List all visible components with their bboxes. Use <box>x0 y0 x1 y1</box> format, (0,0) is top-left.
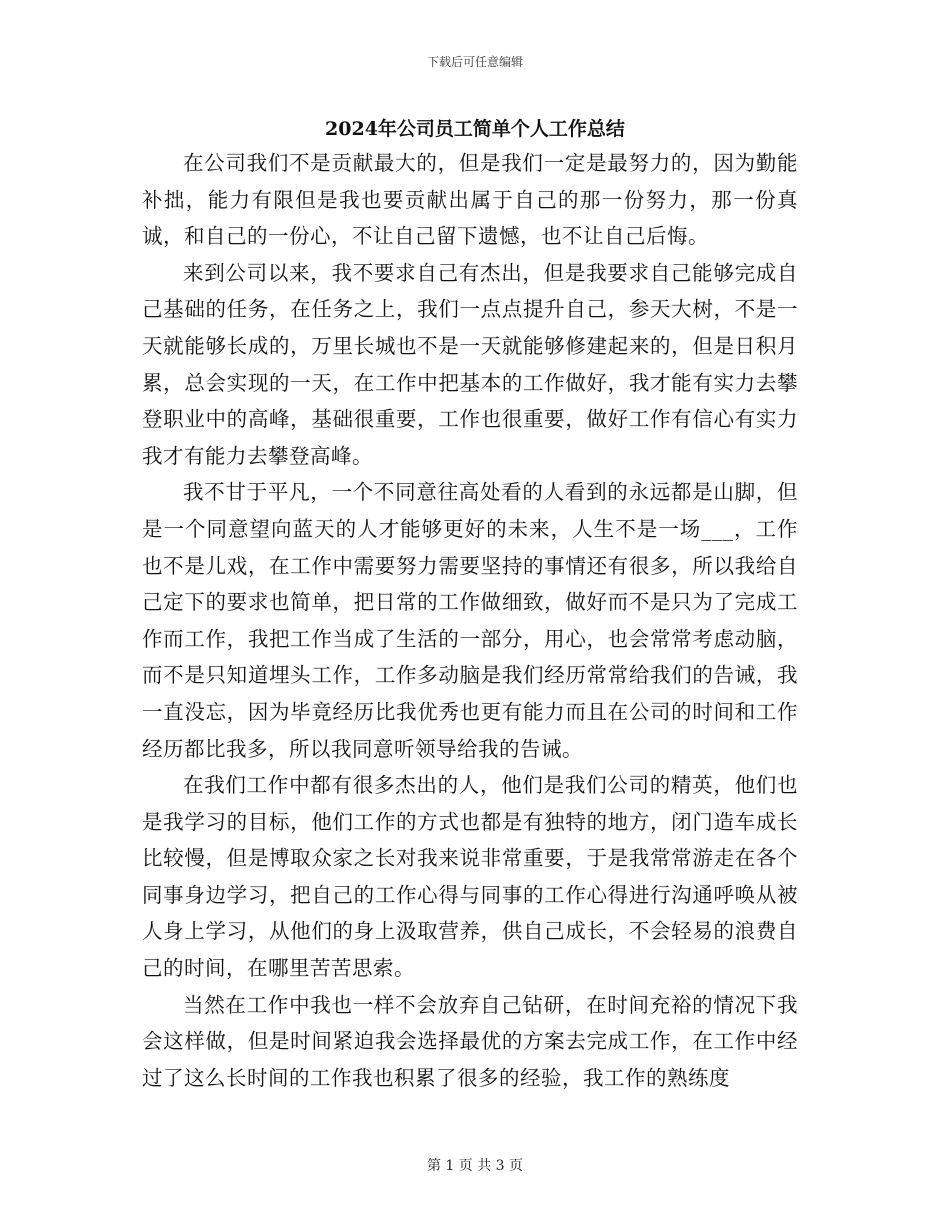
paragraph: 当然在工作中我也一样不会放弃自己钻研，在时间充裕的情况下我会这样做，但是时间紧迫我会选择最优的方案去完成工作，在工作中经过了这么长时间的工作我也积累了很多的经验，我工作的熟练度 <box>142 992 798 1090</box>
document-title: 2024年公司员工简单个人工作总结 <box>325 118 625 140</box>
page-header-note: 下载后可任意编辑 <box>426 55 523 69</box>
page-number-footer: 第 1 页 共 3 页 <box>426 1158 524 1174</box>
paragraph: 在我们工作中都有很多杰出的人，他们是我们公司的精英，他们也是我学习的目标，他们工作的方式也都是有独特的地方，闭门造车成长比较慢，但是博取众家之长对我来说非常重要，于是我常常游走在各个同事身边学习，把自己的工作心得与同事的工作心得进行沟通呼唤从被人身上学习，从他们的身上汲取营养，供自己成长，不会轻易的浪费自己的时间，在哪里苦苦思索。 <box>142 773 798 981</box>
paragraph: 来到公司以来，我不要求自己有杰出，但是我要求自己能够完成自己基础的任务，在任务之上，我们一点点提升自己，参天大树，不是一天就能够长成的，万里长城也不是一天就能够修建起来的，但是日积月累，总会实现的一天，在工作中把基本的工作做好，我才能有实力去攀登职业中的高峰，基础很重要，工作也很重要，做好工作有信心有实力我才有能力去攀登高峰。 <box>142 260 798 468</box>
document-body <box>142 145 798 1096</box>
paragraph: 在公司我们不是贡献最大的，但是我们一定是最努力的，因为勤能补拙，能力有限但是我也要贡献出属于自己的那一份努力，那一份真诚，和自己的一份心，不让自己留下遗憾，也不让自己后悔。 <box>142 151 798 249</box>
paragraph: 我不甘于平凡，一个不同意往高处看的人看到的永远都是山脚，但是一个同意望向蓝天的人才能够更好的未来，人生不是一场___，工作也不是儿戏，在工作中需要努力需要坚持的事情还有很多，所以我给自己定下的要求也简单，把日常的工作做细致，做好而不是只为了完成工作而工作，我把工作当成了生活的一部分，用心，也会常常考虑动脑，而不是只知道埋头工作，工作多动脑是我们经历常常给我们的告诫，我一直没忘，因为毕竟经历比我优秀也更有能力而且在公司的时间和工作经历都比我多，所以我同意听领导给我的告诫。 <box>142 480 798 761</box>
